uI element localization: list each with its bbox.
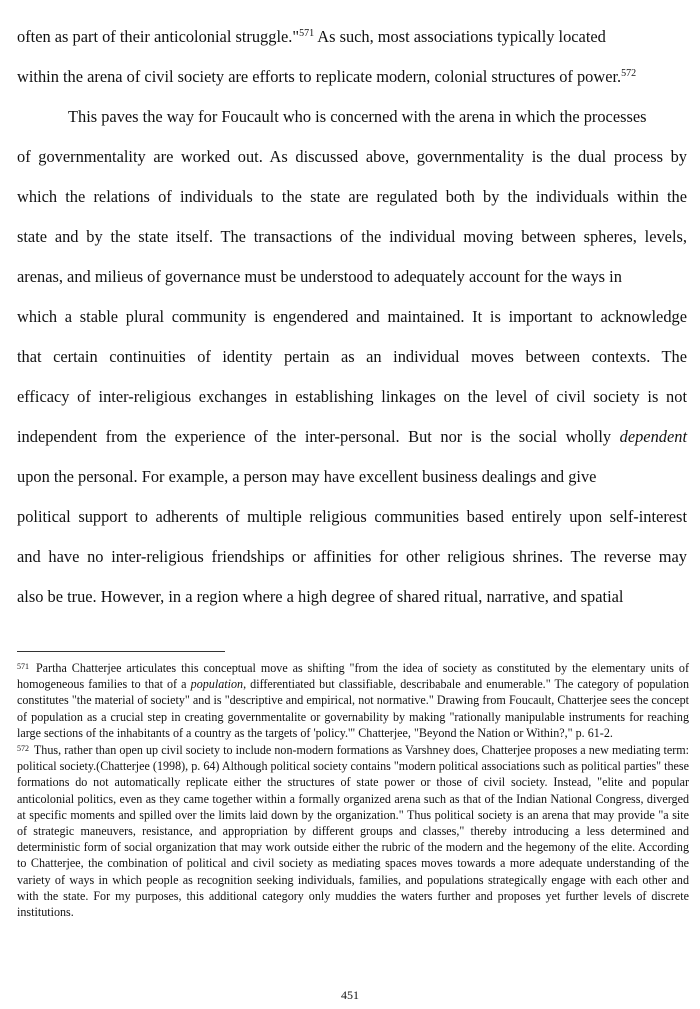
body-line: arenas, and milieus of governance must be understood to adequately account for the ways in: [17, 267, 622, 286]
body-line-2: [17, 67, 687, 87]
body-line: upon the personal. For example, a person may have excellent business dealings and give: [17, 467, 597, 486]
body-line-1: [17, 27, 687, 47]
footnotes: [17, 659, 689, 920]
page-number: 451: [341, 988, 359, 1002]
footnote-ref-572[interactable]: 572: [621, 68, 637, 79]
body-line: which the relations of individuals to the state are regulated both by the individuals within the: [17, 187, 687, 206]
footnote-separator: [17, 651, 225, 652]
body-line: of governmentality are worked out. As discussed above, governmentality is the dual process by: [17, 147, 687, 166]
emphasis-text: dependent: [619, 427, 687, 446]
footnote-572: [17, 741, 689, 920]
footnote-number: 572: [17, 744, 29, 754]
footnote-text: Thus, rather than open up civil society to include non-modern formations as Varshney does, Chatterjee proposes a new mediating term: political society.(Chatterjee (1998), p. 64) Although political society contains "modern political associations such as political parties" these formations do not automatically replicate either the structures of state power or those of civil society. Instead, "elite and popular anticolonial politics, even as they came together within a formally organized arena such as that of the Indian National Congress, diverged at specific moments and spilled over the limits laid down by the organization." Thus political society is an arena that may provide "a site of strategic maneuvers, resistance, and appropriation by different groups and classes," thereby introducing a less determined and deterministic form of social organization that may work outside either the rubric of the modern and the hegemony of the elite. According to Chatterjee, the combination of political and civil society as mediating spaces moves towards a more adequate understanding of the variety of ways in which people as recognition seeking individuals, families, and populations strategically engage with each other and with the state. For my purposes, this additional category only muddies the waters further and proposes yet further levels of discrete institutions.: [17, 743, 689, 920]
body-line: and have no inter-religious friendships or affinities for other religious shrines. The reverse may: [17, 547, 687, 566]
body-line: efficacy of inter-religious exchanges in establishing linkages on the level of civil society is not: [17, 387, 687, 406]
body-text: often as part of their anticolonial struggle.": [17, 27, 300, 46]
body-text: independent from the experience of the inter-personal. But nor is the social wholly: [17, 427, 620, 446]
footnote-text: , differentiated but classifiable, describabale and enumerable." The category of population constitutes "the material of society" and is "descriptive and empirical, not normative." Drawing from Foucault, Chatterjee sees the concept of population as a crucial step in creating governmentalite or governability by making "rationally manipulable instruments for reaching large sections of the inhabitants of a country as the targets of 'policy.'" Chatterjee, "Beyond the Nation or Within?," p. 61-2.: [17, 677, 690, 740]
footnote-ref-571[interactable]: 571: [299, 28, 315, 39]
paragraph-first-line: This paves the way for Foucault who is concerned with the arena in which the processes: [68, 107, 647, 126]
body-line: that certain continuities of identity pertain as an individual moves between contexts. The: [17, 347, 687, 366]
body-line: which a stable plural community is engendered and maintained. It is important to acknowledge: [17, 307, 687, 326]
footnote-number: 571: [17, 662, 29, 671]
body-line: state and by the state itself. The transactions of the individual moving between spheres, levels,: [17, 227, 687, 246]
emphasis-text: population: [190, 677, 244, 692]
body-text: within the arena of civil society are efforts to replicate modern, colonial structures of power.: [17, 67, 622, 86]
body-text: As such, most associations typically located: [314, 27, 606, 46]
body-line: also be true. However, in a region where a high degree of shared ritual, narrative, and spatial: [17, 587, 624, 606]
footnote-text: Partha Chatterjee articulates this conceptual move as shifting "from the idea of society as constituted by the elementary units of homogeneous families to that of a: [17, 661, 689, 692]
footnote-571: [17, 659, 689, 741]
body-line: political support to adherents of multiple religious communities based entirely upon self-interest: [17, 507, 687, 526]
body-line: [17, 427, 687, 447]
